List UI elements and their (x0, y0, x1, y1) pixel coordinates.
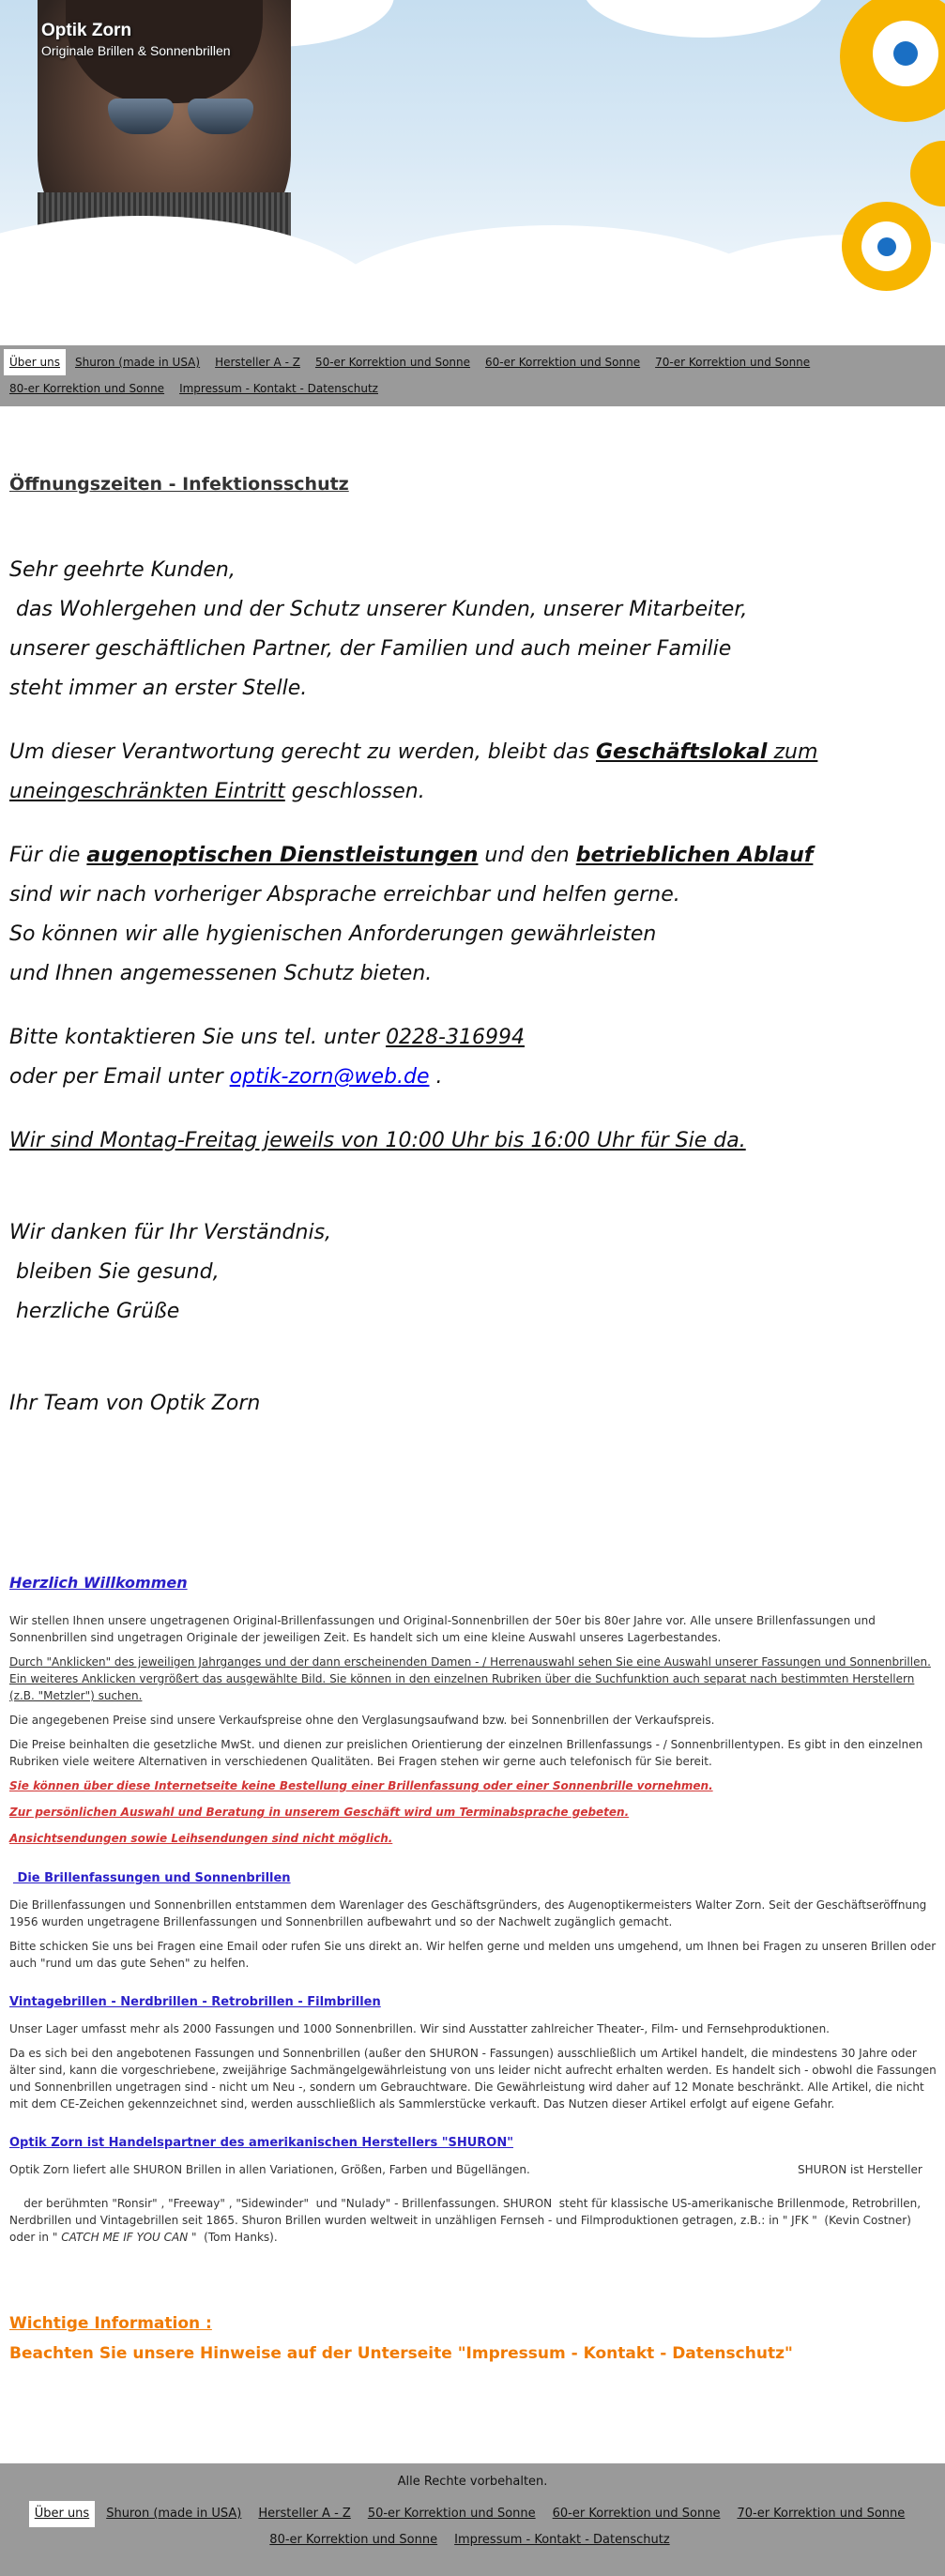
text-span: SHURON ist Hersteller (798, 2163, 922, 2176)
nav-item-hersteller[interactable]: Hersteller A - Z (215, 356, 300, 369)
notice-contact-email (9, 1058, 938, 1097)
notice-responsibility (9, 733, 938, 772)
warning-no-shipping: Ansichtsendungen sowie Leihsendungen sind nicht möglich. (9, 1832, 393, 1845)
notice-line: Wir danken für Ihr Verständnis, (9, 1221, 332, 1244)
vintage-paragraph: Da es sich bei den angebotenen Fassungen und Sonnenbrillen (außer den SHURON - Fassungen) ausschließlich um Artikel handelt, die mindestens 30 Jahre oder älter sind, kann die vorgeschriebene, zweijährige Sachmängelgewährleistung von uns leider nicht aufrecht erhalten werden. Es handelt sich - obwohl die Fassungen und Sonnenbrillen ungetragen sind - nicht um Neu -, sondern um Gebrauchtware. Die Gewährleistung wird daher auf 12 Monate beschränkt. Alle Artikel, die nicht mit dem CE-Zeichen gekennzeichnet sind, werden ausschließlich als Sammlerstücke verkauft. Das Nutzen dieser Artikel erfolgt auf eigene Gefahr. (9, 2047, 937, 2111)
sunglasses-lens-right (188, 99, 253, 134)
nav-item-ueber-uns[interactable]: Über uns (4, 349, 66, 375)
notice-line: sind wir nach vorheriger Absprache erreichbar und helfen gerne. (9, 883, 680, 907)
decor-dot (893, 41, 918, 66)
shuron-paragraph-cont (9, 2178, 938, 2263)
welcome-paragraph: Die Preise beinhalten die gesetzliche MwSt. und dienen zur preislichen Orientierung der einzelnen Brillenfassungs - / Sonnenbrillentypen. Es gibt in den einzelnen Rubriken viele weitere Alternativen in verschiedenen Qualitäten. Bei Fragen stehen wir gerne auch telefonisch für Sie bereit. (9, 1738, 923, 1768)
nav-item-shuron[interactable]: Shuron (made in USA) (75, 356, 201, 369)
footer-nav-70er[interactable]: 70-er Korrektion und Sonne (737, 2507, 906, 2521)
frames-paragraph: Die Brillenfassungen und Sonnenbrillen entstammen dem Warenlager des Geschäftsgründers, des Augenoptikermeisters Walter Zorn. Seit der Geschäftseröffnung 1956 wurden ungetragene Brillenfassungen und Sonnenbrillen aufbewahrt und so der Nachwelt zugänglich gemacht. (9, 1898, 927, 1928)
notice-greeting: Sehr geehrte Kunden, (9, 558, 236, 582)
notice-line: das Wohlergehen und der Schutz unserer Kunden, unserer Mitarbeiter, (9, 598, 748, 621)
nav-item-impressum[interactable]: Impressum - Kontakt - Datenschutz (179, 382, 378, 395)
text-span: zum (767, 740, 818, 764)
vintage-paragraph: Unser Lager umfasst mehr als 2000 Fassungen und 1000 Sonnenbrillen. Wir sind Ausstatter zahlreicher Theater-, Film- und Fernsehproduktionen. (9, 2022, 830, 2035)
notice-title: Öffnungszeiten - Infektionsschutz (9, 474, 349, 495)
nav-item-50er[interactable]: 50-er Korrektion und Sonne (314, 356, 471, 369)
footer-nav-shuron[interactable]: Shuron (made in USA) (106, 2507, 242, 2521)
frames-paragraph: Bitte schicken Sie uns bei Fragen eine Email oder rufen Sie uns direkt an. Wir helfen gerne und melden uns umgehend, um Ihnen bei Fragen zu unseren Brillen oder auch "rund um das gute Sehen" zu helfen. (9, 1940, 937, 1970)
notice-signature: Ihr Team von Optik Zorn (9, 1392, 261, 1415)
welcome-paragraph: Die angegebenen Preise sind unsere Verkaufspreise ohne den Verglasungsaufwand bzw. bei Sonnenbrillen der Verkaufspreis. (9, 1714, 715, 1727)
text-span: Bitte kontaktieren Sie uns tel. unter (9, 1026, 387, 1049)
welcome-paragraph: Durch "Anklicken" des jeweiligen Jahrganges und der dann erscheinenden Damen - / Herrenauswahl sehen Sie eine Auswahl unserer Fassungen und Sonnenbrillen. Ein weiteres Anklicken vergrößert das ausgewählte Bild. Sie können in den einzelnen Rubriken über die Suchfunktion auch separat nach bestimmten Herstellern (z.B. "Metzler") suchen. (9, 1655, 931, 1702)
brand-tagline: Originale Brillen & Sonnenbrillen (41, 43, 231, 58)
frames-title: Die Brillenfassungen und Sonnenbrillen (13, 1871, 291, 1885)
text-span: Optik Zorn liefert alle SHURON Brillen in allen Variationen, Größen, Farben und Bügellängen. (9, 2163, 530, 2176)
text-span: " (Tom Hanks). (188, 2231, 278, 2244)
text-span: augenoptischen Dienstleistungen (86, 844, 479, 867)
nav-item-60er[interactable]: 60-er Korrektion und Sonne (485, 356, 641, 369)
vintage-title: Vintagebrillen - Nerdbrillen - Retrobrillen - Filmbrillen (9, 1995, 381, 2009)
notice-line: So können wir alle hygienischen Anforderungen gewährleisten (9, 922, 657, 946)
welcome-paragraph: Wir stellen Ihnen unsere ungetragenen Original-Brillenfassungen und Original-Sonnenbrillen der 50er bis 80er Jahre vor. Alle unsere Brillenfassungen und Sonnenbrillen sind ungetragen Originale der jeweiligen Zeit. Es handelt sich um eine kleine Auswahl unseres Lagerbestandes. (9, 1614, 876, 1644)
text-span: betrieblichen Ablauf (575, 844, 814, 867)
shuron-title: Optik Zorn ist Handelspartner des amerikanischen Herstellers "SHURON" (9, 2136, 513, 2150)
notice-line: bleiben Sie gesund, (9, 1260, 220, 1284)
warning-appointment: Zur persönlichen Auswahl und Beratung in unserem Geschäft wird um Terminabsprache gebeten. (9, 1806, 630, 1819)
notice-line: steht immer an erster Stelle. (9, 677, 308, 700)
main-content (9, 1575, 938, 2362)
notice-line: unserer geschäftlichen Partner, der Familien und auch meiner Familie (9, 637, 732, 661)
footer-nav-60er[interactable]: 60-er Korrektion und Sonne (552, 2507, 721, 2521)
text-span: und den (478, 844, 576, 867)
copyright: Alle Rechte vorbehalten. (397, 2475, 548, 2489)
footer-nav-impressum[interactable]: Impressum - Kontakt - Datenschutz (454, 2533, 670, 2547)
notice-responsibility-cont (9, 772, 938, 812)
nav-item-70er[interactable]: 70-er Korrektion und Sonne (655, 356, 811, 369)
footer-nav-ueber-uns[interactable]: Über uns (29, 2501, 96, 2527)
text-span: oder per Email unter (9, 1065, 230, 1089)
notice-body (9, 551, 938, 1424)
footer-nav-50er[interactable]: 50-er Korrektion und Sonne (367, 2507, 536, 2521)
notice-line: und Ihnen angemessenen Schutz bieten. (9, 962, 433, 985)
brand-name[interactable]: Optik Zorn (41, 21, 132, 40)
decor-dot (877, 237, 896, 256)
footer-nav-80er[interactable]: 80-er Korrektion und Sonne (269, 2533, 438, 2547)
email-link[interactable]: optik-zorn@web.de (229, 1065, 430, 1089)
important-text: Beachten Sie unsere Hinweise auf der Unterseite "Impressum - Kontakt - Datenschutz" (9, 2344, 793, 2363)
phone-link[interactable]: 0228-316994 (386, 1026, 525, 1049)
text-span: Geschäftslokal (595, 740, 768, 764)
text-span: Für die (9, 844, 87, 867)
notice-section (9, 474, 938, 1424)
footer (0, 2463, 945, 2576)
main-navigation (0, 345, 945, 406)
notice-line: herzliche Grüße (9, 1300, 180, 1323)
nav-item-80er[interactable]: 80-er Korrektion und Sonne (9, 382, 165, 395)
text-span: uneingeschränkten Eintritt (9, 780, 285, 803)
sunglasses-lens-left (108, 99, 174, 134)
text-span: Um dieser Verantwortung gerecht zu werden, bleibt das (9, 740, 596, 764)
text-span: . (429, 1065, 443, 1089)
notice-contact-phone (9, 1018, 938, 1058)
movie-title: CATCH ME IF YOU CAN (61, 2231, 189, 2244)
warning-no-orders: Sie können über diese Internetseite keine Bestellung einer Brillenfassung oder einer Sonnenbrille vornehmen. (9, 1779, 713, 1792)
brand (41, 21, 231, 58)
notice-opening-hours: Wir sind Montag-Freitag jeweils von 10:00 Uhr bis 16:00 Uhr für Sie da. (9, 1129, 746, 1152)
shuron-paragraph (9, 2161, 938, 2178)
footer-nav-hersteller[interactable]: Hersteller A - Z (258, 2507, 351, 2521)
welcome-title: Herzlich Willkommen (9, 1574, 188, 1592)
text-span: geschlossen. (284, 780, 425, 803)
important-title: Wichtige Information : (9, 2314, 212, 2333)
header-banner (0, 0, 945, 345)
text-span: der berühmten "Ronsir" , "Freeway" , "Sidewinder" und "Nulady" - Brillenfassungen. SHURON steht für klassische US-amerikanische Brillenmode, Retrobrillen, Nerdbrillen und Vintagebrillen seit 1865. Shuron Brillen wurden weltweit in unzähligen Fernseh - und Filmproduktionen getragen, z.B.: in " JFK " (Kevin Costner) oder in " (9, 2197, 924, 2244)
notice-services (9, 836, 938, 876)
